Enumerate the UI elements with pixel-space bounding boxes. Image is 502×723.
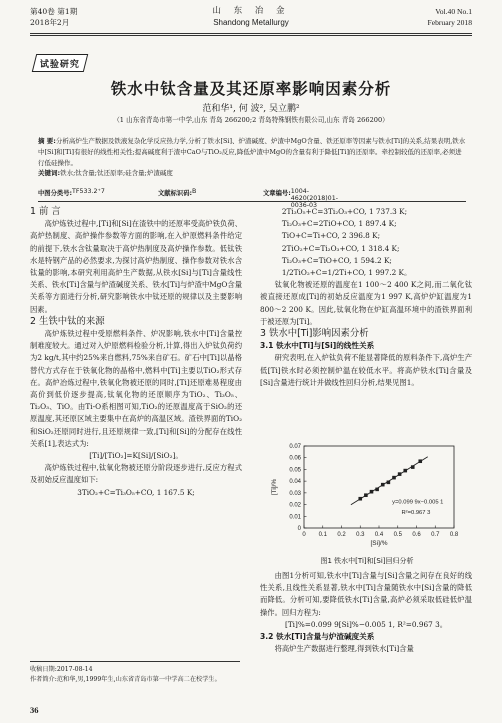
equation-reaction-2: 2Ti₃O₅+C=3Ti₂O₃+CO, 1 737.3 K; — [281, 207, 408, 216]
section-badge — [32, 54, 88, 72]
data-point — [403, 469, 407, 473]
x-tick-label: 0.8 — [449, 532, 459, 538]
section-1-paragraph: 高炉炼铁过程中,[Ti]和[Si]在渣铁中的还原率受高炉铁负荷、高炉热制度、高炉操作参数等方面的影响,在入炉原燃料条件给定的前提下,铁水含钛量取决于高炉热制度及高炉操作参数。低钛铁水是特钢产品的必然要求,为探讨高炉热制度、操作参数对铁水含钛量的影响,本研究利用高炉生产数据,从铁水[Si]与[Ti]含量线性关系、铁水[Ti]含量与炉渣碱度关系、铁水[Ti]与炉渣中MgO含量关系等方面进行分析,研究影响铁水中钛还原的规律以及主要影响因素。 — [30, 219, 242, 314]
clc-label: 中图分类号: — [38, 190, 73, 197]
journal-name-en: Shandong Metallurgy — [213, 18, 289, 27]
x-tick-label: 0 — [302, 532, 306, 538]
abstract-text: 分析高炉生产数据及铁液复杂化学反应热力学,分析了铁水[Si]、炉渣碱度、炉渣中MgO含量、铁还原率等因素与铁水[Ti]的关系,结果表明,铁水中[Si]和[Ti]有很好的线性相关性;提高碱度利于渣中CaO与TiO₂反应,降低炉渣中MgO的含量有利于降低[Ti]的还原率。牵控制较低的还原率,必须进行低硅操作。 — [38, 137, 466, 167]
equation-reaction-4: TiO+C=Ti+CO, 2 396.8 K; — [281, 231, 381, 241]
issue-date: 2018年2月 — [30, 18, 70, 27]
doc-code-label: 文献标识码: — [158, 190, 193, 197]
equation-regression: [Ti]%=0.099 9[Si]%−0.005 1, R²=0.967 3。 — [284, 619, 448, 629]
abstract-block — [38, 136, 466, 179]
y-tick-label: 0.04 — [289, 479, 301, 486]
received-date: 收稿日期:2017-08-14 — [30, 666, 93, 673]
x-tick-label: 0.6 — [412, 532, 421, 538]
article-number-label: 文章编号: — [263, 190, 291, 197]
y-tick-label: 0.05 — [289, 467, 301, 474]
equation-reaction-3: Ti₂O₃+C=2TiO+CO, 1 897.4 K; — [281, 219, 397, 229]
abstract-rule — [38, 201, 466, 202]
section-2-paragraph-1: 高炉炼铁过程中受原燃料条件、炉况影响,铁水中[Ti]含量控制难度较大。通过对入炉原燃料检验分析,计算,得出入炉钛负荷约为2 kg/t,其中约25%来自燃料,75%来自矿石。矿石中[Ti]以晶格替代方式存在于铁氧化物的晶格中,燃料中[Ti]主要以TiO₂形式存在。高炉冶炼过程中,铁氧化物被还原的同时,[Ti]还原难易程度由高价到低价逐步提高,钛氧化物的还原顺序为TiO₂、Ti₃O₅、Ti₂O₃、TiO。由Ti-O系相图可知,TiO₂的还原温度高于SiO₂的还原温度,其还原区域主要集中在高炉的高温区域。渣铁界面的TiO₂和SiO₂还原同时进行,且还原规律一致,[Ti]和[Si]的分配存在线性关系[1],表达式为: — [30, 329, 242, 448]
r-squared-label: R²=0.967 3 — [401, 509, 431, 516]
y-tick-label: 0.03 — [289, 490, 301, 497]
x-tick-label: 0.1 — [318, 532, 327, 538]
section-3-1-heading: 3.1 铁水中[Ti]与[Si]的线性关系 — [260, 341, 375, 351]
y-tick-label: 0.02 — [289, 502, 301, 509]
equation-ti-si-ratio: [Ti]/[TiO₂]=K[Si]/[SiO₂]。 — [89, 451, 183, 461]
data-point — [364, 493, 368, 497]
figure-1-analysis-paragraph: 由图1分析可知,铁水中[Ti]含量与[Si]含量之间存在良好的线性关系,且线性关系显著,铁水中[Ti]含量随铁水中[Si]含量的降低而降低。分析可知,要降低铁水[Ti]含量,高炉必须采取低硅低炉温操作。回归方程为: — [260, 571, 472, 617]
equation-reaction-6: Ti₂O₃+C=TiO+CO, 1 594.2 K; — [281, 255, 392, 265]
header-rule-thin — [30, 35, 472, 36]
doc-code-value: B — [192, 188, 197, 195]
section-3-1-paragraph: 研究表明,在入炉钛负荷不能显著降低的原料条件下,高炉生产低[Ti]铁水时必须控制炉温在较低水平。将高炉铁水[Ti]含量及[Si]含量进行统计并做线性回归分析,结果见图1。 — [260, 353, 472, 387]
keywords-text: 铁水;钛含量;钛还原率;硅含量;炉渣碱度 — [60, 169, 173, 178]
y-tick-label: 0.07 — [289, 444, 301, 450]
data-point — [392, 476, 396, 480]
figure-1-chart — [262, 440, 472, 555]
equation-reaction-7: 1/2TiO₂+C=1/2Ti+CO, 1 997.2 K。 — [281, 268, 412, 278]
equation-reaction-1: 3TiO₂+C=Ti₃O₅+CO, 1 167.5 K; — [77, 487, 195, 497]
issue-date-en: February 2018 — [427, 18, 472, 27]
regression-equation: y=0.099 9x−0.005 1 — [392, 499, 444, 506]
data-point — [381, 483, 385, 487]
abstract-label: 摘 要: — [38, 137, 56, 145]
volume-issue-en: Vol.40 No.1 — [435, 7, 472, 16]
y-tick-label: 0.06 — [289, 455, 301, 462]
author-affiliation: （1 山东省青岛市第一中学,山东 青岛 266200;2 青岛特殊钢铁有限公司,山东 青岛 266200） — [113, 116, 389, 124]
header-rule — [30, 33, 472, 34]
data-point — [418, 459, 422, 463]
journal-header — [30, 6, 472, 46]
y-tick-label: 0 — [297, 526, 301, 532]
data-point — [358, 497, 362, 501]
keywords-label: 关键词: — [38, 169, 61, 178]
right-column — [260, 206, 472, 389]
article-authors: 范和华¹, 何 波², 吴立鹏² — [202, 104, 300, 114]
data-point — [398, 472, 402, 476]
section-badge-label: 试验研究 — [39, 59, 80, 70]
section-3-heading: 3 铁水中[Ti]影响因素分析 — [260, 328, 369, 340]
page-number: 36 — [30, 705, 39, 715]
header-right — [428, 6, 473, 28]
section-3-2-heading: 3.2 铁水[Ti]含量与炉渣碱度关系 — [260, 632, 375, 642]
left-column — [30, 206, 242, 499]
section-2-heading: 2 生铁中钛的来源 — [30, 315, 105, 327]
x-tick-label: 0.3 — [356, 532, 365, 538]
author-bio: 作者简介:范和华,男,1999年生,山东省青岛市第一中学高二在校学生。 — [30, 675, 221, 683]
right-column-lower — [260, 570, 472, 655]
data-point — [370, 490, 374, 494]
data-point — [411, 465, 415, 469]
article-title: 铁水中钛含量及其还原率影响因素分析 — [110, 80, 392, 98]
equation-reaction-5: 2TiO₂+C=Ti₂O₃+CO, 1 318.4 K; — [281, 243, 400, 253]
x-tick-label: 0.4 — [374, 532, 384, 538]
journal-name-cn: 山 东 冶 金 — [212, 6, 290, 16]
x-tick-label: 0.7 — [431, 532, 440, 538]
section-2-paragraph-2: 高炉炼铁过程中,钛氧化物被还原分阶段逐步进行,反应方程式及初始反应温度如下: — [30, 463, 242, 485]
x-axis-label: [Si]/% — [370, 540, 388, 547]
data-point — [387, 481, 391, 485]
data-point — [375, 488, 379, 492]
footnote — [30, 661, 240, 684]
x-tick-label: 0.2 — [337, 532, 346, 538]
figure-1-caption: 图1 铁水中[Ti]和[Si]回归分析 — [320, 557, 414, 565]
x-tick-label: 0.5 — [393, 532, 402, 538]
reduction-temperature-paragraph: 钛氧化物被还原的温度在1 100～2 400 K之间,而二氧化钛被直接还原成[Ti]的初始反应温度为1 997 K,高炉炉缸温度为1 800～2 200 K。因此,钛氧化物在炉缸高温环境中的渣铁界面利于被还原为[Ti]。 — [260, 280, 472, 326]
volume-issue: 第40卷 第1期 — [30, 7, 78, 16]
y-axis-label: [Ti]/% — [271, 478, 278, 496]
article-number-value: 1004-4620(2018)01-0036-03 — [290, 188, 338, 209]
y-tick-label: 0.01 — [289, 514, 301, 521]
section-1-heading: 1 前 言 — [30, 206, 61, 217]
clc-value: TF533.2⁺7 — [72, 188, 105, 195]
section-3-2-paragraph: 将高炉生产数据进行整理,得到铁水[Ti]含量 — [274, 644, 414, 654]
